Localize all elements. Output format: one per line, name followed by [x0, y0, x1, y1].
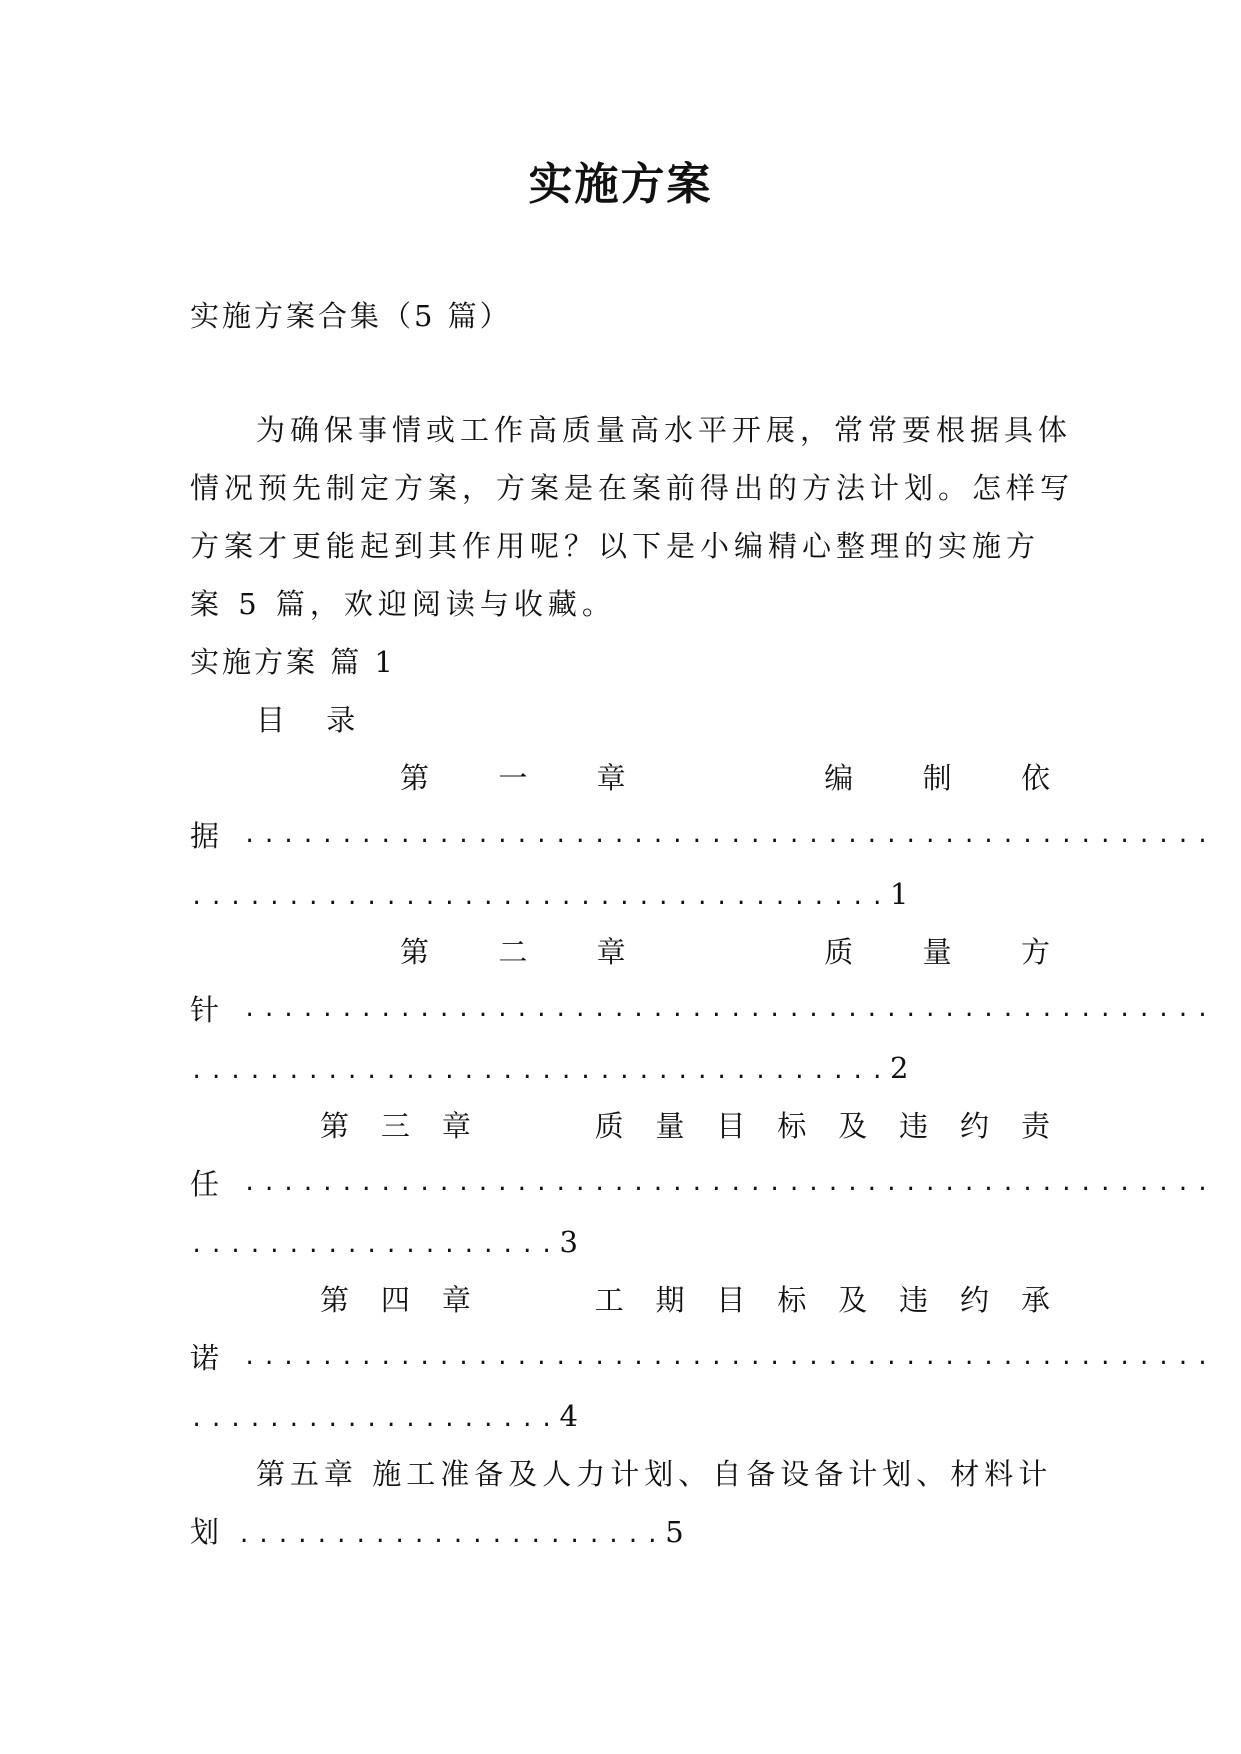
- page-number: 5: [665, 1515, 684, 1549]
- dot-leader: ....................................: [190, 885, 891, 910]
- toc-char: 一: [498, 761, 528, 795]
- toc-lead-char: 划: [190, 1515, 220, 1549]
- toc-char: 期: [655, 1283, 685, 1317]
- toc-char: 方: [1020, 935, 1050, 969]
- toc-char: 依: [1020, 761, 1050, 795]
- spacer: [503, 1106, 563, 1146]
- dot-leader: ..................................................: [243, 997, 1216, 1022]
- toc-char: 违: [899, 1109, 929, 1143]
- toc-entry-4-heading: [320, 1280, 1050, 1320]
- toc-char: 编: [824, 761, 854, 795]
- toc-lead-char: 诺: [190, 1341, 220, 1375]
- toc-char: 责: [1020, 1109, 1050, 1143]
- toc-char: 量: [922, 935, 952, 969]
- document-subtitle: 实施方案合集（5 篇）: [190, 299, 512, 333]
- toc-lead-char: 任: [190, 1167, 220, 1201]
- dot-leader: ..................................................: [243, 1345, 1216, 1370]
- toc-entry-3-heading: [320, 1106, 1050, 1146]
- toc-entry-2-page-line: [190, 1048, 908, 1092]
- intro-line-2: 情况预先制定方案，方案是在案前得出的方法计划。怎样写: [190, 471, 1075, 505]
- toc-char: 标: [777, 1283, 807, 1317]
- page-number: 4: [559, 1399, 578, 1433]
- spacer: [695, 932, 755, 972]
- toc-entry-5-heading: 第五章 施工准备及人力计划、自备设备计划、材料计: [256, 1457, 1053, 1491]
- toc-char: 标: [777, 1109, 807, 1143]
- toc-char: 量: [655, 1109, 685, 1143]
- spacer: [503, 1280, 563, 1320]
- dot-leader: ......................: [237, 1523, 666, 1548]
- toc-entry-1-leader: [190, 816, 1216, 856]
- dot-leader: ..................................................: [243, 1171, 1216, 1196]
- toc-char: 章: [441, 1283, 471, 1317]
- intro-line-1: 为确保事情或工作高质量高水平开展，常常要根据具体: [256, 413, 1073, 447]
- toc-lead-char: 据: [190, 819, 220, 853]
- toc-entry-1-page-line: [190, 874, 908, 918]
- toc-char: 目: [716, 1283, 746, 1317]
- toc-char: 章: [596, 761, 626, 795]
- document-title: 实施方案: [528, 159, 713, 210]
- toc-char: 及: [838, 1109, 868, 1143]
- dot-leader: ...................: [190, 1407, 560, 1432]
- toc-entry-5-page-line: [190, 1512, 684, 1556]
- toc-entry-4-leader: [190, 1338, 1216, 1378]
- toc-char: 约: [960, 1283, 990, 1317]
- toc-char: 质: [594, 1109, 624, 1143]
- toc-char: 二: [498, 935, 528, 969]
- intro-line-4: 案 5 篇，欢迎阅读与收藏。: [190, 587, 616, 621]
- toc-char: 约: [960, 1109, 990, 1143]
- toc-char: 及: [838, 1283, 868, 1317]
- toc-char: 四: [380, 1283, 410, 1317]
- toc-char: 工: [594, 1283, 624, 1317]
- toc-entry-2-heading: [400, 932, 1050, 972]
- dot-leader: ...................: [190, 1233, 560, 1258]
- page-number: 2: [890, 1051, 909, 1085]
- toc-entry-3-leader: [190, 1164, 1216, 1204]
- dot-leader: ..................................................: [243, 823, 1216, 848]
- toc-char: 章: [596, 935, 626, 969]
- spacer: [695, 758, 755, 798]
- intro-line-3: 方案才更能起到其作用呢？以下是小编精心整理的实施方: [190, 529, 1041, 563]
- toc-char: 第: [320, 1283, 350, 1317]
- page-number: 3: [559, 1225, 578, 1259]
- toc-char: 第: [320, 1109, 350, 1143]
- page-number: 1: [890, 877, 909, 911]
- toc-char: 章: [441, 1109, 471, 1143]
- toc-title: 目 录: [256, 703, 372, 737]
- toc-entry-4-page-line: [190, 1396, 578, 1440]
- dot-leader: ....................................: [190, 1059, 891, 1084]
- toc-char: 承: [1020, 1283, 1050, 1317]
- toc-char: 制: [922, 761, 952, 795]
- toc-entry-3-page-line: [190, 1222, 578, 1266]
- section-heading: 实施方案 篇 1: [190, 645, 396, 679]
- toc-entry-1-heading: [400, 758, 1050, 798]
- toc-char: 三: [380, 1109, 410, 1143]
- toc-char: 质: [824, 935, 854, 969]
- toc-char: 目: [716, 1109, 746, 1143]
- toc-char: 第: [400, 761, 430, 795]
- toc-char: 违: [899, 1283, 929, 1317]
- toc-char: 第: [400, 935, 430, 969]
- toc-lead-char: 针: [190, 993, 220, 1027]
- toc-entry-2-leader: [190, 990, 1216, 1030]
